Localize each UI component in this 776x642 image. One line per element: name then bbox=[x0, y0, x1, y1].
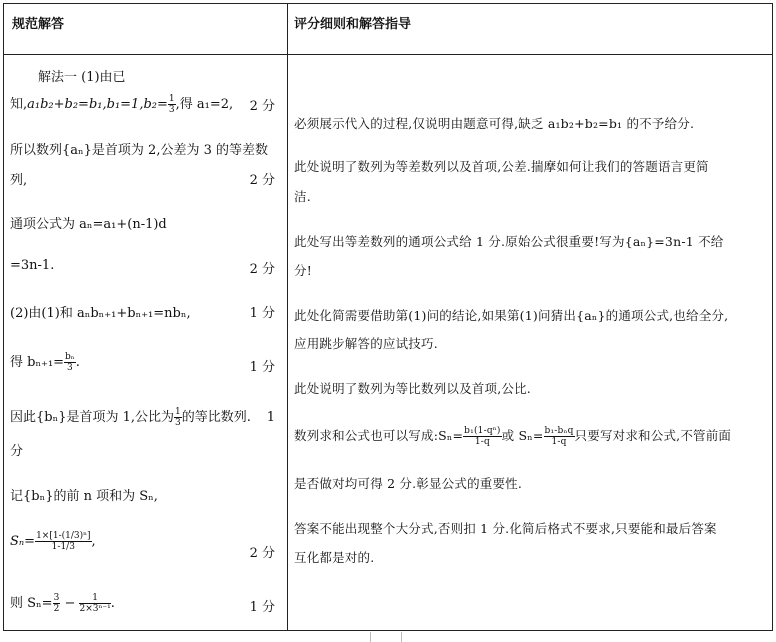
denominator: 3 bbox=[175, 418, 181, 428]
fraction bbox=[463, 426, 501, 447]
numerator: 3 bbox=[53, 593, 60, 603]
text: 或 Sₙ= bbox=[501, 428, 544, 443]
guide-line: 分! bbox=[294, 263, 312, 278]
score: 1 分 bbox=[249, 360, 275, 375]
guide-line: 互化都是对的. bbox=[294, 550, 375, 565]
text: ,得 a₁=2, bbox=[175, 97, 234, 112]
page-edge-mark bbox=[370, 632, 402, 642]
denominator: 3 bbox=[168, 105, 175, 115]
answer-line: 分 bbox=[10, 444, 24, 459]
text: − bbox=[64, 596, 76, 611]
guide-line: 此处说明了数列为等比数列以及首项,公比. bbox=[294, 381, 531, 396]
score: 1 bbox=[266, 410, 275, 425]
text: 则 Sₙ= bbox=[10, 596, 53, 611]
text: , bbox=[91, 534, 96, 549]
text: 的等比数列. bbox=[181, 410, 251, 425]
guide-line: 必须展示代入的过程,仅说明由题意可得,缺乏 a₁b₂+b₂=b₁ 的不予给分. bbox=[294, 116, 695, 131]
header-scoring-guide: 评分细则和解答指导 bbox=[294, 17, 412, 32]
numerator: bₙ bbox=[65, 352, 75, 362]
denominator: 2 bbox=[53, 604, 60, 614]
score: 2 分 bbox=[249, 546, 275, 561]
fraction bbox=[79, 593, 110, 614]
denominator: 1-q bbox=[551, 437, 567, 447]
answer-line bbox=[10, 531, 96, 552]
fraction bbox=[168, 94, 176, 115]
math: a₁b₂+b₂=b₁,b₁=1,b₂= bbox=[27, 97, 168, 112]
guide-line: 此处写出等差数列的通项公式给 1 分.原始公式很重要!写为{aₙ}=3n-1 不给 bbox=[294, 234, 724, 249]
numerator: 1 bbox=[175, 407, 181, 417]
fraction bbox=[35, 531, 91, 552]
numerator: b₁-bₙq bbox=[544, 426, 574, 436]
guide-line: 是否做对均可得 2 分.彰显公式的重要性. bbox=[294, 476, 523, 491]
text: . bbox=[110, 596, 115, 611]
guide-line: 答案不能出现整个大分式,否则扣 1 分.化简后格式不要求,只要能和最后答案 bbox=[294, 521, 717, 536]
score: 2 分 bbox=[249, 99, 275, 114]
numerator: 1×[1-(1/3)ⁿ] bbox=[36, 531, 91, 541]
text: . bbox=[75, 355, 80, 370]
score: 1 分 bbox=[249, 306, 275, 321]
score: 2 分 bbox=[249, 173, 275, 188]
denominator: 1-q bbox=[474, 437, 490, 447]
score: 1 分 bbox=[249, 600, 275, 615]
math: Sₙ= bbox=[10, 534, 36, 549]
answer-line bbox=[10, 592, 115, 614]
text: 只要写对求和公式,不管前面 bbox=[574, 428, 732, 443]
denominator: 3 bbox=[67, 363, 73, 373]
fraction bbox=[53, 593, 61, 614]
text: 知, bbox=[10, 97, 28, 112]
numerator: 1 bbox=[79, 593, 110, 604]
answer-line: 列, bbox=[10, 173, 28, 188]
guide-line bbox=[294, 426, 731, 447]
answer-line: (2)由(1)和 aₙbₙ₊₁+bₙ₊₁=nbₙ, bbox=[10, 306, 191, 321]
denominator: 2×3ⁿ⁻¹ bbox=[79, 604, 111, 614]
numerator: 1 bbox=[168, 94, 175, 104]
guide-line: 洁. bbox=[294, 189, 311, 204]
text: 因此{bₙ}是首项为 1,公比为 bbox=[10, 410, 175, 425]
denominator: 1-1/3 bbox=[51, 542, 75, 552]
numerator: b₁(1-qⁿ) bbox=[464, 426, 501, 436]
standard-answer-column bbox=[4, 4, 287, 630]
answer-line bbox=[10, 406, 251, 428]
fraction bbox=[64, 352, 76, 373]
guide-line: 此处化简需要借助第(1)问的结论,如果第(1)问猜出{aₙ}的通项公式,也给全分, bbox=[294, 308, 729, 323]
fraction bbox=[544, 426, 575, 447]
score: 2 分 bbox=[249, 262, 275, 277]
scoring-guide-column bbox=[288, 4, 774, 630]
answer-line: 解法一 (1)由已 bbox=[38, 70, 126, 85]
answer-line: 记{bₙ}的前 n 项和为 Sₙ, bbox=[10, 489, 158, 504]
answer-line bbox=[10, 351, 80, 373]
answer-line: 所以数列{aₙ}是首项为 2,公差为 3 的等差数 bbox=[10, 143, 268, 158]
answer-line: =3n-1. bbox=[10, 258, 55, 273]
header-standard-answer: 规范解答 bbox=[12, 17, 65, 32]
fraction bbox=[174, 407, 182, 428]
guide-line: 应用跳步解答的应试技巧. bbox=[294, 336, 438, 351]
answer-line bbox=[10, 93, 233, 115]
scoring-table bbox=[3, 3, 773, 631]
answer-line: 通项公式为 aₙ=a₁+(n-1)d bbox=[10, 217, 167, 232]
guide-line: 此处说明了数列为等差数列以及首项,公差.揣摩如何让我们的答题语言更简 bbox=[294, 159, 709, 174]
text: 数列求和公式也可以写成:Sₙ= bbox=[294, 428, 464, 443]
text: 得 bₙ₊₁= bbox=[10, 355, 65, 370]
